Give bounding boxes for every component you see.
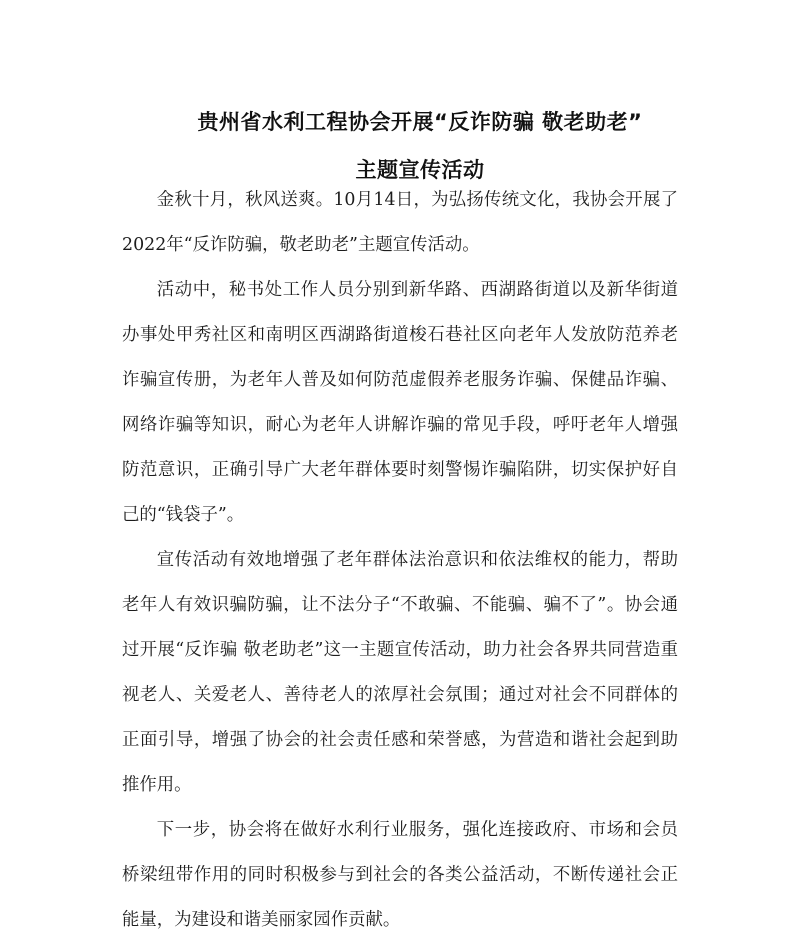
- paragraph-intro: 金秋十月，秋风送爽。10月14日，为弘扬传统文化，我协会开展了2022年“反诈防骗，敬老助老”主题宣传活动。: [122, 190, 678, 255]
- title-line-1: 贵州省水利工程协会开展“反诈防骗 敬老助老”: [197, 110, 643, 134]
- title-line-2: 主题宣传活动: [355, 158, 485, 182]
- paragraph-activity: 活动中，秘书处工作人员分别到新华路、西湖路街道以及新华街道办事处甲秀社区和南明区西湖路街道梭石巷社区向老年人发放防范养老诈骗宣传册，为老年人普及如何防范虚假养老服务诈骗、保健品诈骗、网络诈骗等知识，耐心为老年人讲解诈骗的常见手段，呼吁老年人增强防范意识，正确引导广大老年群体要时刻警惕诈骗陷阱，切实保护好自己的“钱袋子”。: [122, 280, 678, 525]
- paragraph-next-step: 下一步，协会将在做好水利行业服务，强化连接政府、市场和会员桥梁纽带作用的同时积极参与到社会的各类公益活动，不断传递社会正能量，为建设和谐美丽家园作贡献。: [122, 820, 678, 930]
- paragraph-effect: 宣传活动有效地增强了老年群体法治意识和依法维权的能力，帮助老年人有效识骗防骗，让不法分子“不敢骗、不能骗、骗不了”。协会通过开展“反诈骗 敬老助老”这一主题宣传活动，助力社会各界共同营造重视老人、关爱老人、善待老人的浓厚社会氛围；通过对社会不同群体的正面引导，增强了协会的社会责任感和荣誉感，为营造和谐社会起到助推作用。: [122, 550, 678, 795]
- document-body: [122, 178, 678, 943]
